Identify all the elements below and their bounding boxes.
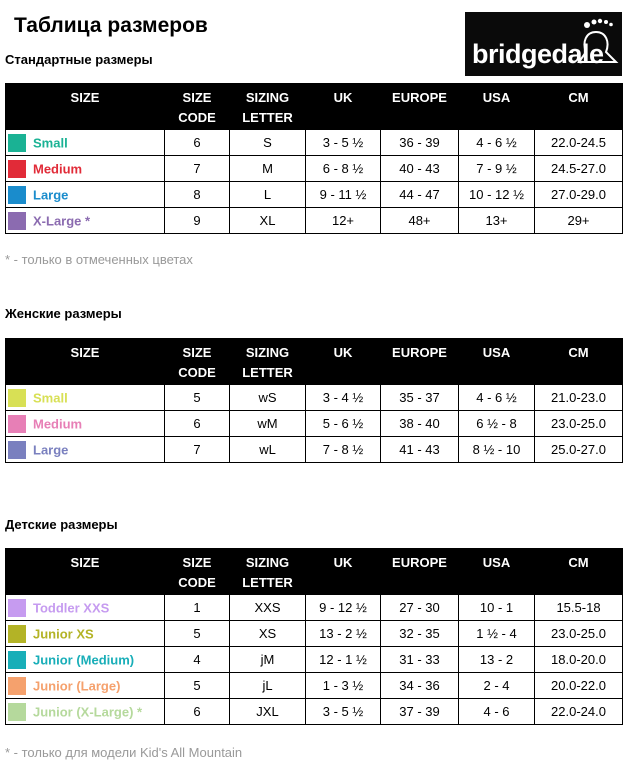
size-name: Toddler XXS xyxy=(33,600,110,615)
table-row xyxy=(6,595,623,621)
table-row xyxy=(6,437,623,463)
size-cell xyxy=(6,130,165,156)
sizing-letter-cell: XL xyxy=(230,208,306,234)
table-row xyxy=(6,156,623,182)
header-usa: USA xyxy=(459,339,535,385)
sizing-letter-cell: wS xyxy=(230,385,306,411)
header-size-code: SIZE CODE xyxy=(165,339,230,385)
color-swatch xyxy=(8,186,26,204)
uk-cell: 13 - 2 ½ xyxy=(306,621,381,647)
sizing-letter-cell: L xyxy=(230,182,306,208)
header-size: SIZE xyxy=(6,549,165,595)
cm-cell: 23.0-25.0 xyxy=(535,621,623,647)
usa-cell: 10 - 1 xyxy=(459,595,535,621)
color-swatch xyxy=(8,134,26,152)
size-code-cell: 8 xyxy=(165,182,230,208)
size-name: Junior (Medium) xyxy=(33,652,135,667)
size-code-cell: 1 xyxy=(165,595,230,621)
size-name: Junior (Large) xyxy=(33,678,121,693)
size-code-cell: 5 xyxy=(165,673,230,699)
cm-cell: 22.0-24.5 xyxy=(535,130,623,156)
uk-cell: 1 - 3 ½ xyxy=(306,673,381,699)
size-code-cell: 6 xyxy=(165,699,230,725)
kids-footnote: * - только для модели Kid's All Mountain xyxy=(5,745,243,760)
uk-cell: 5 - 6 ½ xyxy=(306,411,381,437)
header-sizing-letter: SIZING LETTER xyxy=(230,84,306,130)
uk-cell: 12+ xyxy=(306,208,381,234)
usa-cell: 8 ½ - 10 xyxy=(459,437,535,463)
kids-size-table xyxy=(5,548,623,725)
uk-cell: 3 - 5 ½ xyxy=(306,130,381,156)
header-uk: UK xyxy=(306,549,381,595)
europe-cell: 40 - 43 xyxy=(381,156,459,182)
header-usa: USA xyxy=(459,84,535,130)
sizing-letter-cell: JXL xyxy=(230,699,306,725)
size-cell xyxy=(6,673,165,699)
size-code-cell: 9 xyxy=(165,208,230,234)
uk-cell: 3 - 4 ½ xyxy=(306,385,381,411)
cm-cell: 22.0-24.0 xyxy=(535,699,623,725)
europe-cell: 34 - 36 xyxy=(381,673,459,699)
europe-cell: 41 - 43 xyxy=(381,437,459,463)
sizing-letter-cell: wL xyxy=(230,437,306,463)
section-heading-women: Женские размеры xyxy=(5,306,122,321)
color-swatch xyxy=(8,625,26,643)
header-cm: CM xyxy=(535,84,623,130)
cm-cell: 24.5-27.0 xyxy=(535,156,623,182)
table-row xyxy=(6,647,623,673)
table-row xyxy=(6,699,623,725)
color-swatch xyxy=(8,212,26,230)
size-cell xyxy=(6,437,165,463)
size-name: Large xyxy=(33,187,69,202)
usa-cell: 13+ xyxy=(459,208,535,234)
logo-wordmark: bridgedale xyxy=(472,39,604,69)
size-cell xyxy=(6,595,165,621)
section-heading-kids: Детские размеры xyxy=(5,517,118,532)
cm-cell: 20.0-22.0 xyxy=(535,673,623,699)
sizing-letter-cell: S xyxy=(230,130,306,156)
size-cell xyxy=(6,385,165,411)
uk-cell: 12 - 1 ½ xyxy=(306,647,381,673)
size-name: Medium xyxy=(33,161,83,176)
header-europe: EUROPE xyxy=(381,339,459,385)
table-row xyxy=(6,130,623,156)
standard-footnote: * - только в отмеченных цветах xyxy=(5,252,193,267)
color-swatch xyxy=(8,651,26,669)
size-code-cell: 4 xyxy=(165,647,230,673)
header-uk: UK xyxy=(306,339,381,385)
uk-cell: 7 - 8 ½ xyxy=(306,437,381,463)
sizing-letter-cell: wM xyxy=(230,411,306,437)
usa-cell: 1 ½ - 4 xyxy=(459,621,535,647)
usa-cell: 13 - 2 xyxy=(459,647,535,673)
page-title: Таблица размеров xyxy=(14,14,208,37)
sizing-letter-cell: M xyxy=(230,156,306,182)
size-name: Small xyxy=(33,135,68,150)
size-name: Medium xyxy=(33,416,83,431)
size-name: Large xyxy=(33,442,69,457)
table-row xyxy=(6,182,623,208)
sizing-letter-cell: XS xyxy=(230,621,306,647)
sizing-letter-cell: jL xyxy=(230,673,306,699)
europe-cell: 36 - 39 xyxy=(381,130,459,156)
table-row xyxy=(6,208,623,234)
cm-cell: 21.0-23.0 xyxy=(535,385,623,411)
women-size-table xyxy=(5,338,623,463)
usa-cell: 4 - 6 xyxy=(459,699,535,725)
europe-cell: 27 - 30 xyxy=(381,595,459,621)
size-code-cell: 7 xyxy=(165,156,230,182)
color-swatch xyxy=(8,677,26,695)
color-swatch xyxy=(8,160,26,178)
europe-cell: 38 - 40 xyxy=(381,411,459,437)
color-swatch xyxy=(8,441,26,459)
usa-cell: 2 - 4 xyxy=(459,673,535,699)
europe-cell: 35 - 37 xyxy=(381,385,459,411)
uk-cell: 9 - 11 ½ xyxy=(306,182,381,208)
cm-cell: 18.0-20.0 xyxy=(535,647,623,673)
cm-cell: 15.5-18 xyxy=(535,595,623,621)
header-europe: EUROPE xyxy=(381,84,459,130)
table-row xyxy=(6,673,623,699)
uk-cell: 6 - 8 ½ xyxy=(306,156,381,182)
cm-cell: 23.0-25.0 xyxy=(535,411,623,437)
table-row xyxy=(6,385,623,411)
header-usa: USA xyxy=(459,549,535,595)
table-row xyxy=(6,621,623,647)
sizing-letter-cell: jM xyxy=(230,647,306,673)
size-cell xyxy=(6,208,165,234)
header-sizing-letter: SIZING LETTER xyxy=(230,339,306,385)
header-cm: CM xyxy=(535,549,623,595)
header-size: SIZE xyxy=(6,339,165,385)
cm-cell: 25.0-27.0 xyxy=(535,437,623,463)
table-row xyxy=(6,411,623,437)
color-swatch xyxy=(8,703,26,721)
europe-cell: 37 - 39 xyxy=(381,699,459,725)
header-size: SIZE xyxy=(6,84,165,130)
usa-cell: 7 - 9 ½ xyxy=(459,156,535,182)
bridgedale-logo xyxy=(465,12,622,76)
europe-cell: 32 - 35 xyxy=(381,621,459,647)
cm-cell: 27.0-29.0 xyxy=(535,182,623,208)
size-cell xyxy=(6,647,165,673)
europe-cell: 48+ xyxy=(381,208,459,234)
section-heading-standard: Стандартные размеры xyxy=(5,52,153,67)
size-code-cell: 7 xyxy=(165,437,230,463)
header-size-code: SIZE CODE xyxy=(165,549,230,595)
uk-cell: 3 - 5 ½ xyxy=(306,699,381,725)
europe-cell: 31 - 33 xyxy=(381,647,459,673)
europe-cell: 44 - 47 xyxy=(381,182,459,208)
size-code-cell: 6 xyxy=(165,130,230,156)
size-cell xyxy=(6,411,165,437)
size-code-cell: 6 xyxy=(165,411,230,437)
header-size-code: SIZE CODE xyxy=(165,84,230,130)
usa-cell: 6 ½ - 8 xyxy=(459,411,535,437)
size-code-cell: 5 xyxy=(165,385,230,411)
usa-cell: 4 - 6 ½ xyxy=(459,130,535,156)
header-europe: EUROPE xyxy=(381,549,459,595)
size-cell xyxy=(6,156,165,182)
color-swatch xyxy=(8,599,26,617)
sizing-letter-cell: XXS xyxy=(230,595,306,621)
standard-size-table xyxy=(5,83,623,234)
size-name: Junior (X-Large) * xyxy=(33,704,143,719)
size-cell xyxy=(6,699,165,725)
size-name: Junior XS xyxy=(33,626,94,641)
header-cm: CM xyxy=(535,339,623,385)
usa-cell: 4 - 6 ½ xyxy=(459,385,535,411)
header-sizing-letter: SIZING LETTER xyxy=(230,549,306,595)
color-swatch xyxy=(8,389,26,407)
size-name: Small xyxy=(33,390,68,405)
size-code-cell: 5 xyxy=(165,621,230,647)
size-cell xyxy=(6,182,165,208)
header-uk: UK xyxy=(306,84,381,130)
uk-cell: 9 - 12 ½ xyxy=(306,595,381,621)
size-cell xyxy=(6,621,165,647)
color-swatch xyxy=(8,415,26,433)
size-name: X-Large * xyxy=(33,213,91,228)
usa-cell: 10 - 12 ½ xyxy=(459,182,535,208)
cm-cell: 29+ xyxy=(535,208,623,234)
